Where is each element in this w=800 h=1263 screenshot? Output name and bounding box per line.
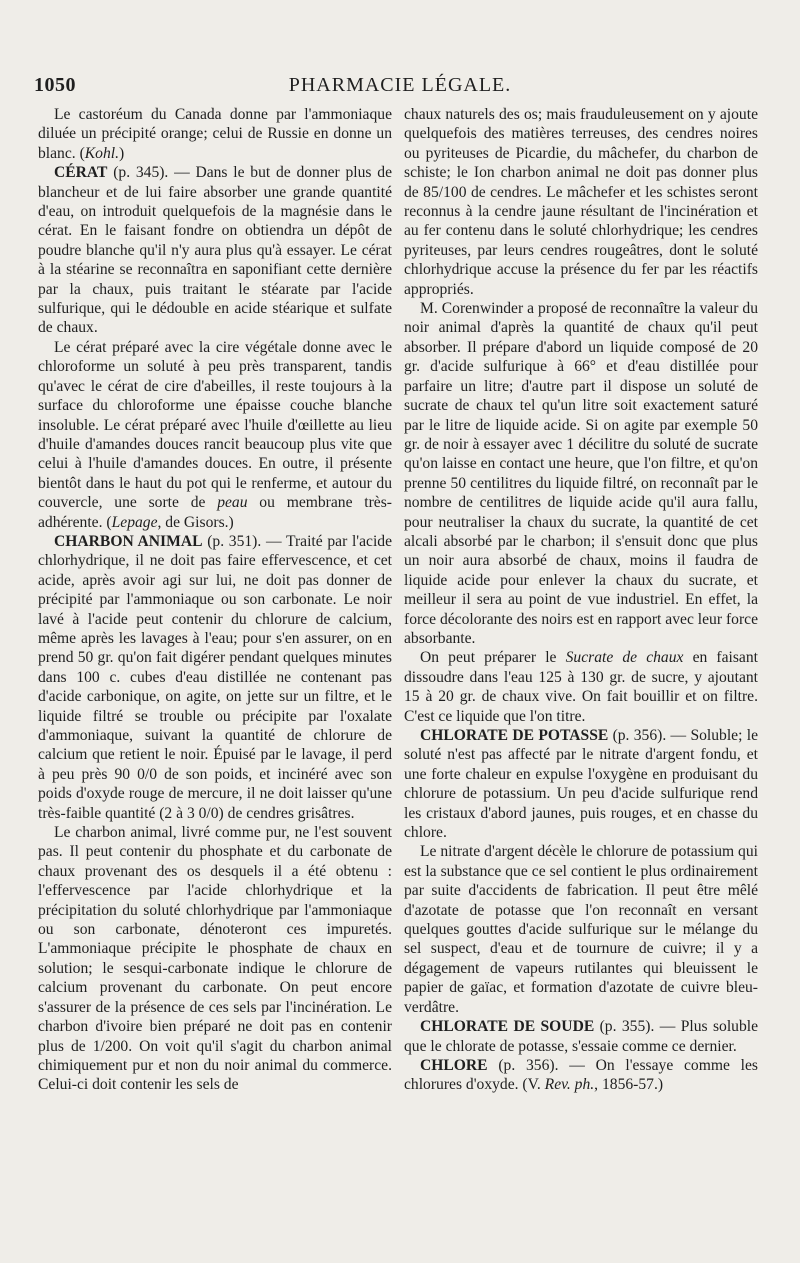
paragraph-cerat: CÉRAT (p. 345). — Dans le but de donner plus de blancheur et de lui faire absorber une grande quantité d'eau, on introduit quelquefois de la magnésie dans le cérat. En le faisant fondre on obtiendra un dépôt de poudre blanche qu'il n'y aura plus qu'à essayer. Le cérat à la stéarine se reconnaîtra en saponifiant cette dernière par la chaux, puis traitant le stéarate par l'acide sulfurique, qui le dédouble en acide stéarique et sulfate de chaux. [38, 164, 392, 337]
left-column [38, 105, 392, 1095]
paragraph-cerat-cire: Le cérat préparé avec la cire végétale donne avec le chloroforme un soluté à peu près transparent, tandis qu'avec le cérat de cire d'abeilles, il reste toujours à la surface du chloroforme une épaisse couche blanche insoluble. Le cérat préparé avec l'huile d'œillette au lieu d'huile d'amandes douces rancit beaucoup plus vite que celui à l'huile d'amandes douces. En outre, il présente bientôt dans le haut du pot qui le renferme, et autour du couvercle, une sorte de peau ou membrane très-adhérente. (Lepage, de Gisors.) [38, 338, 392, 531]
paragraph-chlorate-potasse: CHLORATE DE POTASSE (p. 356). — Soluble; le soluté n'est pas affecté par le nitrate d'argent fondu, et une forte chaleur en expulse l'oxygène en produisant du chlorure de potassium. Un peu d'acide sulfurique rend les cristaux d'abord jaunes, puis rouges, et en chasse du chlore. [404, 727, 758, 842]
paragraph-corenwinder: M. Corenwinder a proposé de reconnaître la valeur du noir animal d'après la quantité de chaux qu'il peut absorber. Il prépare d'abord un liquide composé de 20 gr. d'acide sulfurique à 66° et d'eau distillée pour parfaire un litre; d'autre part il dispose un soluté de sucrate de chaux tel qu'un litre soit exactement saturé par le litre de liquide acide. Si on agite par exemple 50 gr. de noir à essayer avec 1 décilitre du soluté de sucrate qu'on laisse en contact une heure, que l'on filtre, et qu'on prenne 50 centilitres du liquide filtré, on reconnaît par le nombre de centilitres de liquide acide qu'il aura fallu, pour neutraliser la chaux du sucrate, la quantité de cet alcali absorbé par le charbon; il s'ensuit donc que plus un noir aura absorbé de chaux, moins il faudra de liquide acide pour enlever la chaux du sucrate, et meilleur il sera au point de vue industriel. En effet, la force décolorante des noirs est en rapport avec leur force absorbante. [404, 300, 758, 647]
entry-term-chlore: CHLORE [420, 1056, 488, 1074]
entry-term-cerat: CÉRAT [54, 164, 108, 182]
paragraph-charbon-pur: Le charbon animal, livré comme pur, ne l'est souvent pas. Il peut contenir du phosphate et du carbonate de chaux provenant des os desquels il a été obtenu : l'effervescence par l'acide chlorhydrique et la précipitation du soluté chlorhydrique par l'ammoniaque ou son carbonate, dénoteront ces impuretés. L'ammoniaque précipite le phosphate de chaux en solution; le sesqui-carbonate indique le chlorure de calcium provenant du carbonate. On peut encore s'assurer de la présence de ces sels par l'incinération. Le charbon d'ivoire bien préparé ne doit pas en contenir plus de 1/200. On voit qu'il s'agit du charbon animal chimiquement pur et non du noir animal du commerce. Celui-ci doit contenir les sels de [38, 824, 392, 1094]
paragraph-castoreum: Le castoréum du Canada donne par l'ammoniaque diluée un précipité orange; celui de Russie en donne un blanc. (Kohl.) [38, 106, 392, 162]
running-head: PHARMACIE LÉGALE. [288, 74, 512, 96]
entry-term-chlorate-soude: CHLORATE DE SOUDE [420, 1018, 595, 1036]
paragraph-nitrate-argent: Le nitrate d'argent décèle le chlorure de potassium qui est la substance que ce sel contient le plus ordinairement par suite d'accidents de fabrication. Il peut être mêlé d'azotate de potasse que l'on reconnaît en versant quelques gouttes d'acide sulfurique sur le mélange du sel suspect, d'eau et de tournure de cuivre; il y a dégagement de vapeurs rutilantes qui bleuissent le papier de gaïac, et formation d'azotate de cuivre bleu-verdâtre. [404, 843, 758, 1016]
right-column [404, 105, 758, 1095]
paragraph-chlorate-soude: CHLORATE DE SOUDE (p. 355). — Plus soluble que le chlorate de potasse, s'essaie comme ce dernier. [404, 1018, 758, 1055]
entry-term-chlorate-potasse: CHLORATE DE POTASSE [420, 727, 609, 744]
page-number: 1050 [34, 74, 76, 96]
paragraph-charbon-animal: CHARBON ANIMAL (p. 351). — Traité par l'acide chlorhydrique, il ne doit pas faire effervescence, et cet acide, après avoir agi sur lui, ne doit pas donner de précipité par l'ammoniaque ou son carbonate. Le noir lavé à l'acide peut contenir du chlorure de calcium, même après les lavages à l'eau; pour s'en assurer, on en prend 50 gr. qu'on fait digérer pendant quelques minutes dans 100 c. cubes d'eau distillée ne contenant pas d'acide carbonique, on agite, on jette sur un filtre, et le liquide filtré se trouble ou précipite par l'oxalate d'ammoniaque, suivant la quantité de chlorure de calcium que retient le noir. Épuisé par le lavage, il perd à peu près 90 0/0 de son poids, et incinéré avec son poids d'oxyde rouge de mercure, il ne doit laisser qu'une très-faible quantité (2 à 3 0/0) de cendres grisâtres. [38, 532, 392, 822]
paragraph-sucrate: On peut préparer le Sucrate de chaux en faisant dissoudre dans l'eau 125 à 130 gr. de sucre, y ajoutant 15 à 20 gr. de chaux vive. On fait bouillir et on filtre. C'est ce liquide que l'on titre. [404, 649, 758, 725]
entry-term-charbon-animal: CHARBON ANIMAL [54, 532, 203, 550]
paragraph-chaux-naturels: chaux naturels des os; mais frauduleusement on y ajoute quelquefois des matières terreuses, des cendres noires ou pyriteuses de Picardie, du mâchefer, du charbon de schiste; le Ion charbon animal ne doit pas donner plus de 85/100 de cendres. Le mâchefer et les schistes seront reconnus à la cendre jaune résultant de l'incinération et au fer contenu dans le soluté chlorhydrique; les cendres pyriteuses, par leurs cendres rougeâtres, dont le soluté chlorhydrique accuse la présence du fer par les réactifs appropriés. [404, 106, 758, 298]
paragraph-chlore: CHLORE (p. 356). — On l'essaye comme les chlorures d'oxyde. (V. Rev. ph., 1856-57.) [404, 1056, 758, 1094]
